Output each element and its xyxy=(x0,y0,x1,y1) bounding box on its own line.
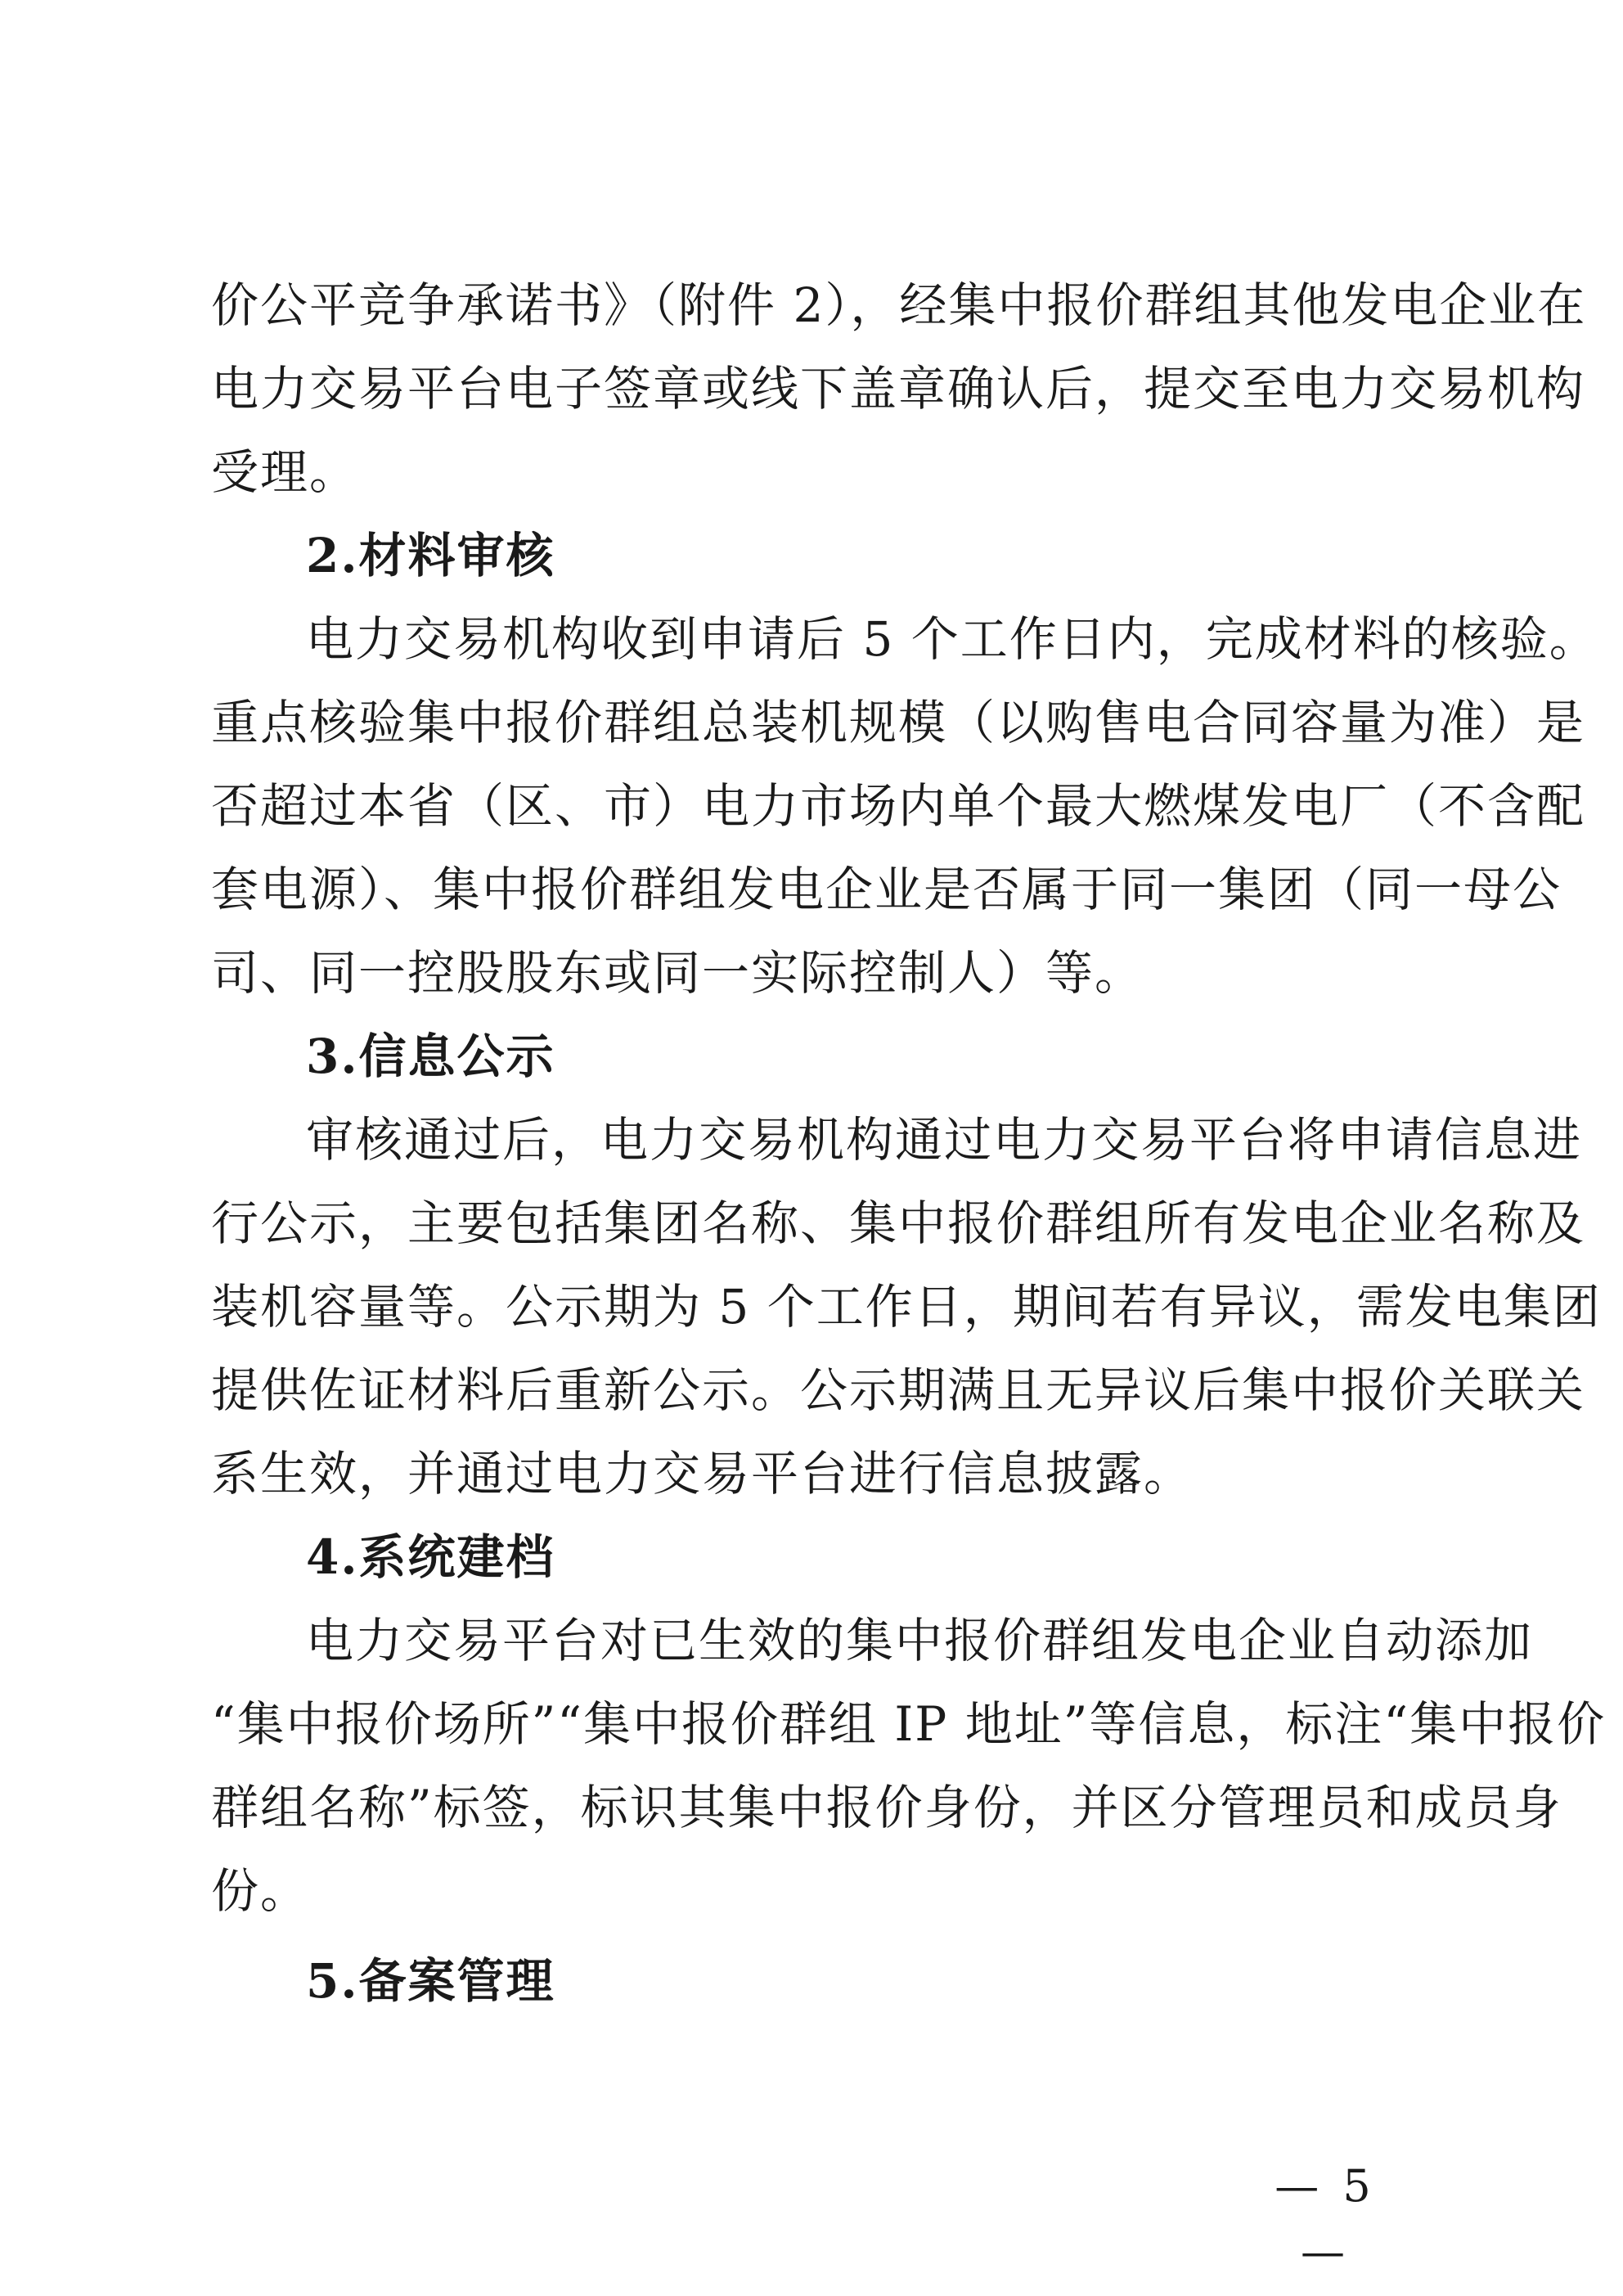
paragraph-line: 系生效，并通过电力交易平台进行信息披露。 xyxy=(211,1446,1194,1501)
section-heading-materials-review: 2.材料审核 xyxy=(306,528,555,583)
paragraph-line: 否超过本省（区、市）电力市场内单个最大燃煤发电厂（不含配 xyxy=(211,778,1586,834)
paragraph-line: “集中报价场所”“集中报价群组 IP 地址”等信息，标注“集中报价 xyxy=(211,1696,1607,1752)
paragraph-line: 套电源）、集中报价群组发电企业是否属于同一集团（同一母公 xyxy=(211,862,1562,917)
document-body xyxy=(211,263,1607,2023)
page-number: — 5 — xyxy=(1275,2160,1376,2277)
paragraph-line: 装机容量等。公示期为 5 个工作日，期间若有异议，需发电集团 xyxy=(211,1279,1602,1335)
paragraph-line: 行公示，主要包括集团名称、集中报价群组所有发电企业名称及 xyxy=(211,1195,1586,1251)
paragraph-line: 份。 xyxy=(211,1863,310,1919)
paragraph-line: 电力交易平台电子签章或线下盖章确认后，提交至电力交易机构 xyxy=(211,361,1586,416)
paragraph-line: 司、同一控股股东或同一实际控制人）等。 xyxy=(211,945,1144,1001)
paragraph-line: 提供佐证材料后重新公示。公示期满且无异议后集中报价关联关 xyxy=(211,1362,1586,1418)
paragraph-line: 受理。 xyxy=(211,444,359,500)
paragraph-line: 群组名称”标签，标识其集中报价身份，并区分管理员和成员身 xyxy=(211,1780,1562,1835)
paragraph-line: 审核通过后，电力交易机构通过电力交易平台将申请信息进 xyxy=(306,1112,1583,1168)
paragraph-line: 电力交易机构收到申请后 5 个工作日内，完成材料的核验。 xyxy=(306,611,1598,667)
section-heading-system-filing: 4.系统建档 xyxy=(306,1529,555,1585)
paragraph-line: 价公平竞争承诺书》（附件 2），经集中报价群组其他发电企业在 xyxy=(211,277,1587,333)
paragraph-line: 电力交易平台对已生效的集中报价群组发电企业自动添加 xyxy=(306,1613,1534,1668)
section-heading-info-disclosure: 3.信息公示 xyxy=(306,1029,555,1084)
paragraph-line: 重点核验集中报价群组总装机规模（以购售电合同容量为准）是 xyxy=(211,695,1586,750)
section-heading-record-management: 5.备案管理 xyxy=(306,1953,555,2009)
